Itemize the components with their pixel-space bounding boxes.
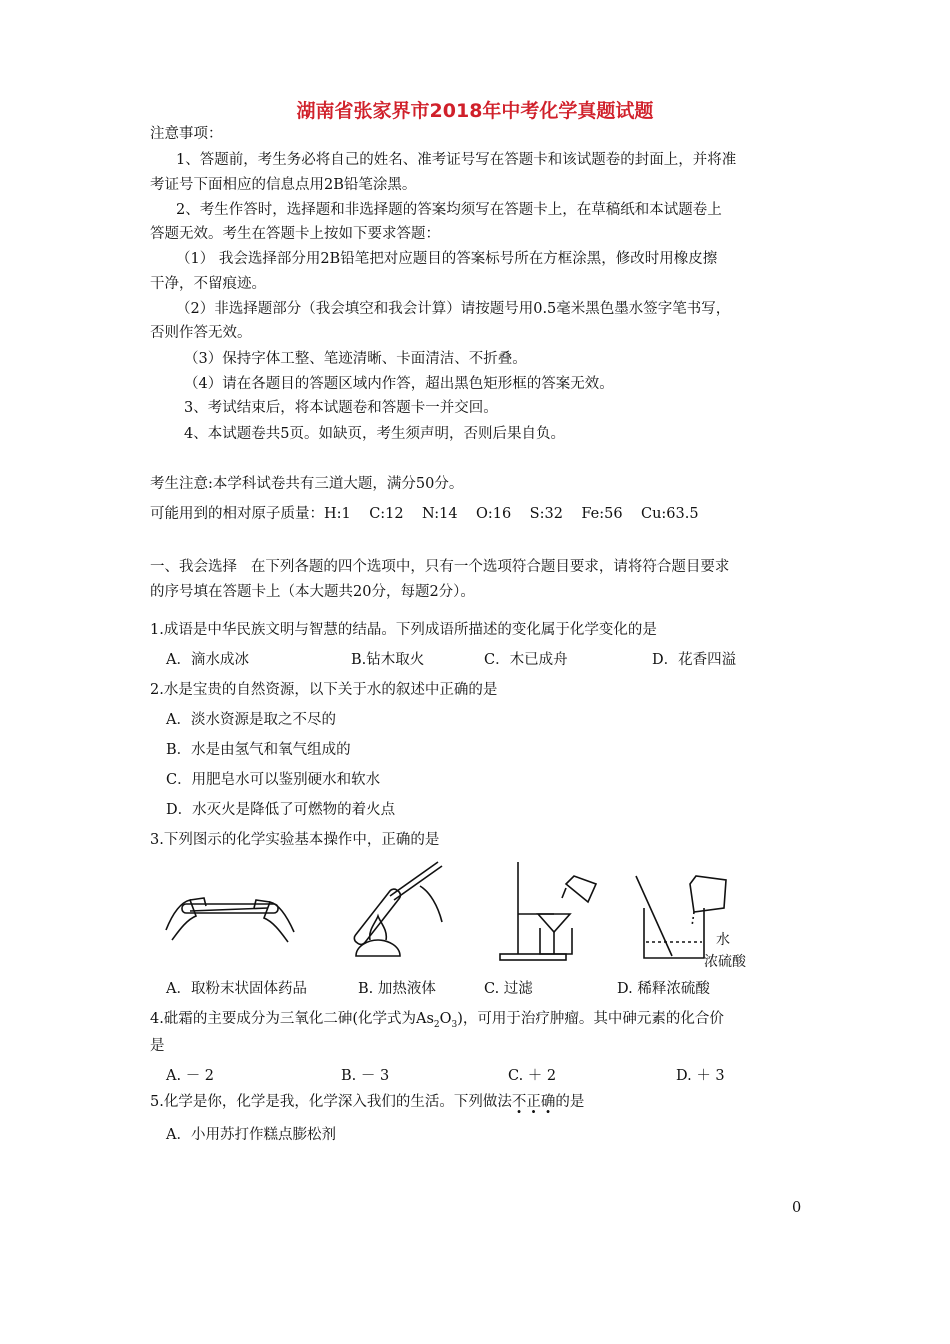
figure-d-label-acid: 浓硫酸 (704, 954, 746, 970)
notice-sub1b: 干净，不留痕迹。 (150, 276, 266, 292)
q3-option-b: B. 加热液体 (358, 981, 436, 997)
section1-line2: 的序号填在答题卡上（本大题共20分，每题2分）。 (150, 584, 475, 600)
notice-1a: 1、答题前，考生务必将自己的姓名、准考证号写在答题卡和该试题卷的封面上，并将准 (176, 152, 737, 168)
notice-2a: 2、考生作答时，选择题和非选择题的答案均须写在答题卡上，在草稿纸和本试题卷上 (176, 202, 722, 218)
notice-2b: 答题无效。考生在答题卡上按如下要求答题： (150, 226, 440, 242)
q3-option-c: C. 过滤 (484, 981, 533, 997)
q2-option-b: B．水是由氢气和氧气组成的 (166, 742, 351, 758)
exam-note: 考生注意:本学科试卷共有三道大题，满分50分。 (150, 476, 464, 492)
notice-1b: 考证号下面相应的信息点用2B铅笔涂黑。 (150, 177, 417, 193)
q3-figures (150, 856, 790, 974)
q5-emphasis-1: 不 (511, 1094, 527, 1110)
page-title: 湖南省张家界市2018年中考化学真题试题 (296, 100, 654, 122)
atomic-masses: 可能用到的相对原子质量：H:1 C:12 N:14 O:16 S:32 Fe:56 Cu:63.5 (150, 506, 699, 522)
q3-option-d: D. 稀释浓硫酸 (617, 981, 710, 997)
notice-sub4: （4）请在各题目的答题区域内作答，超出黑色矩形框的答案无效。 (184, 376, 614, 392)
q1-stem: 1.成语是中华民族文明与智慧的结晶。下列成语所描述的变化属于化学变化的是 (150, 622, 657, 638)
q4-option-c: C. ＋ 2 (508, 1068, 557, 1084)
notice-sub1a: （1） 我会选择部分用2B铅笔把对应题目的答案标号所在方框涂黑，修改时用橡皮擦 (176, 251, 718, 267)
q5-emphasis-3: 确 (540, 1094, 556, 1110)
notice-heading: 注意事项： (150, 126, 223, 142)
q5-stem (150, 1092, 584, 1112)
q4-option-b: B. － 3 (341, 1068, 390, 1084)
q3-option-a: A．取粉末状固体药品 (166, 981, 307, 997)
notice-sub3: （3）保持字体工整、笔迹清晰、卡面清洁、不折叠。 (184, 351, 527, 367)
q1-option-a: A．滴水成冰 (166, 652, 249, 668)
q5-option-a: A．小用苏打作糕点膨松剂 (166, 1127, 336, 1143)
q2-stem: 2.水是宝贵的自然资源，以下关于水的叙述中正确的是 (150, 682, 498, 698)
q4-stem (150, 1009, 724, 1035)
figure-d-dilution (630, 872, 750, 964)
q1-option-c: C．木已成舟 (484, 652, 568, 668)
notice-4: 4、本试题卷共5页。如缺页，考生须声明，否则后果自负。 (184, 426, 565, 442)
q4-stem-mid: O (439, 1011, 452, 1027)
notice-3: 3、考试结束后，将本试题卷和答题卡一并交回。 (184, 400, 498, 416)
q2-option-c: C．用肥皂水可以鉴别硬水和软水 (166, 772, 381, 788)
q3-stem: 3.下列图示的化学实验基本操作中，正确的是 (150, 832, 440, 848)
figure-d-label-water: 水 (716, 932, 730, 948)
figure-c-filtration (496, 858, 606, 966)
notice-sub2a: （2）非选择题部分（我会填空和我会计算）请按题号用0.5毫米黑色墨水签字笔书写， (176, 301, 731, 317)
q4-sub1: 2 (433, 1019, 440, 1030)
notice-sub2b: 否则作答无效。 (150, 325, 252, 341)
q4-sub2: 3 (451, 1019, 458, 1030)
q1-option-d: D．花香四溢 (652, 652, 737, 668)
q1-option-b: B.钻木取火 (351, 652, 425, 668)
section1-line1: 一、我会选择 在下列各题的四个选项中，只有一个选项符合题目要求，请将符合题目要求 (150, 559, 730, 575)
q5-stem-pre: 5.化学是你，化学是我，化学深入我们的生活。下列做法 (150, 1094, 512, 1110)
q4-option-d: D. ＋ 3 (676, 1068, 725, 1084)
q4-stem-post: )，可用于治疗肿瘤。其中砷元素的化合价 (457, 1011, 724, 1027)
figure-a-powder (160, 890, 300, 950)
q2-option-d: D．水灭火是降低了可燃物的着火点 (166, 802, 396, 818)
q5-stem-post: 的是 (555, 1094, 585, 1110)
q5-emphasis-2: 正 (526, 1094, 541, 1110)
q4-option-a: A. － 2 (166, 1068, 215, 1084)
q4-stem-pre: 4.砒霜的主要成分为三氧化二砷(化学式为As (150, 1011, 434, 1027)
figure-b-heating (346, 856, 456, 966)
page-number: 0 (792, 1200, 802, 1216)
q4-stem-line2: 是 (150, 1038, 165, 1054)
q2-option-a: A．淡水资源是取之不尽的 (166, 712, 336, 728)
